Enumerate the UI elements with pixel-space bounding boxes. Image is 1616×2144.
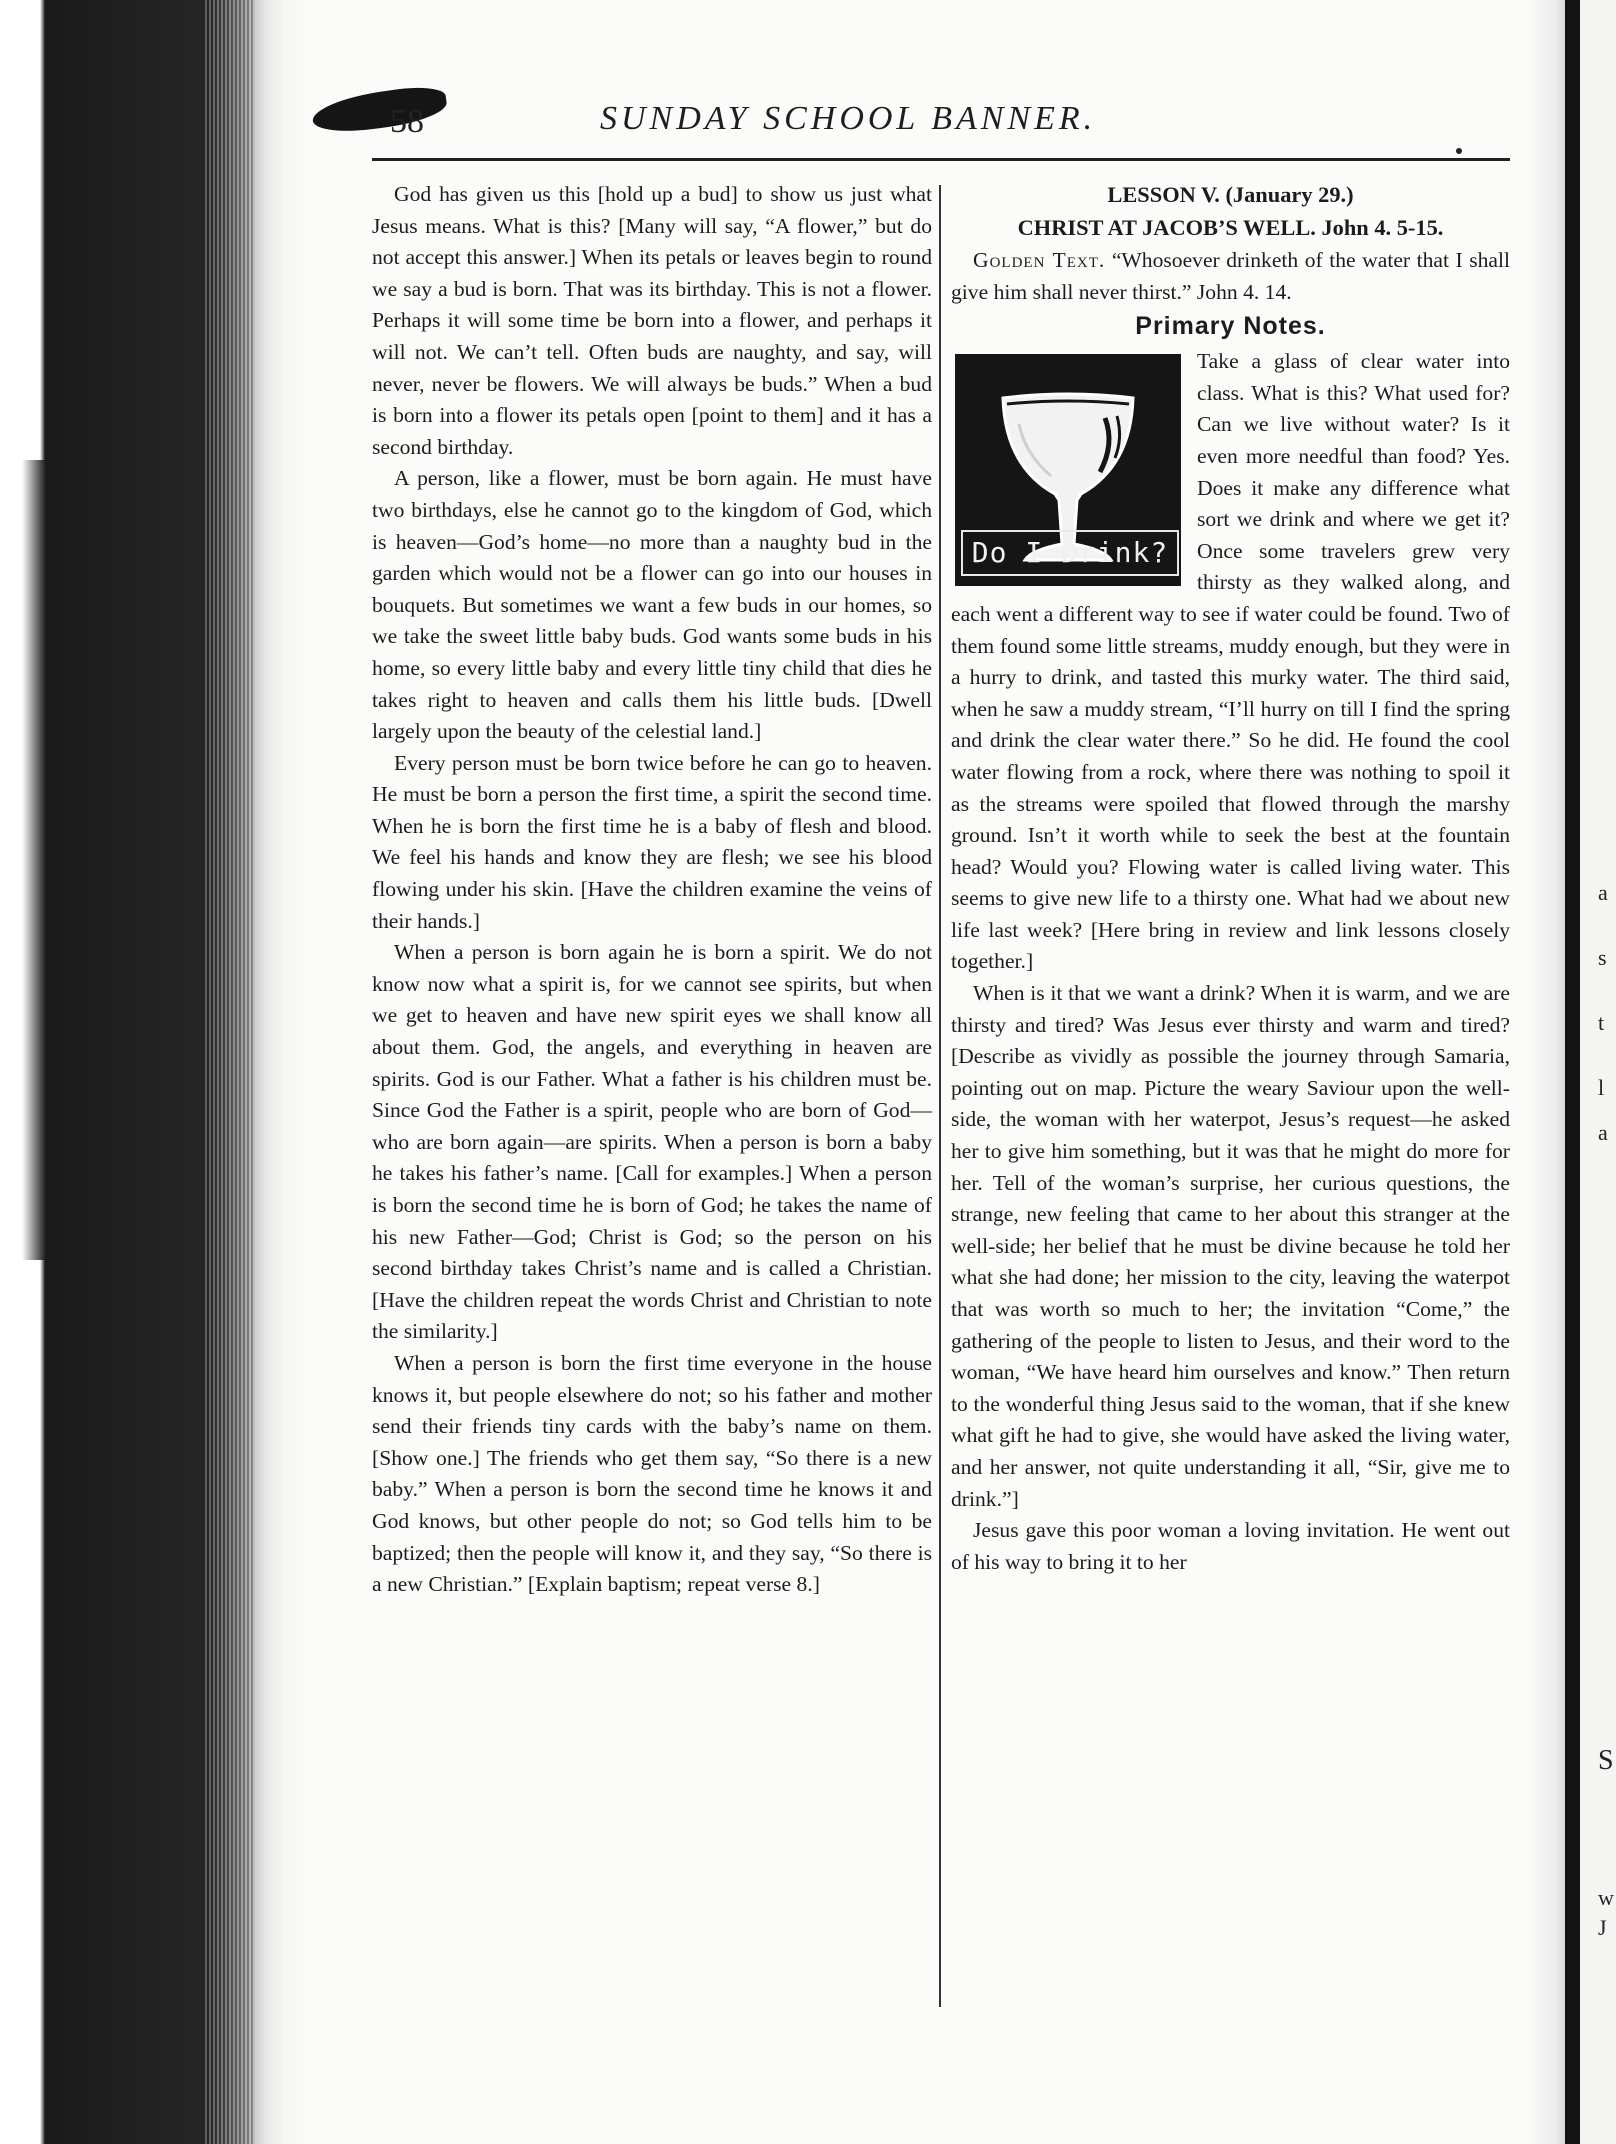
golden-text-verse: “Whosoever drinketh of the water that I shall give him shall never thirst.” John 4. 14. [951,248,1511,304]
golden-text [951,245,1510,308]
header-rule [372,158,1510,161]
facing-page-fragment: w [1598,1885,1614,1910]
facing-page-fragment: s [1598,945,1607,970]
facing-page-fragment: S [1598,1745,1614,1776]
golden-text-label: Golden Text. [973,248,1106,272]
figure-caption: Do I Drink? [961,530,1179,576]
right-column [951,179,1510,1578]
paragraph: Take a glass of clear water into class. What is this? What used for? Can we live without water? Is it even more needful than food? Yes. Does it make any difference what sort we drink and where we get it? Once some travelers grew very thirsty as they walked along, and each went a different way to see if water could be found. Two of them found some little streams, muddy enough, but they were in a hurry to drink, and tasted this murky water. The third said, when he saw a muddy stream, “I’ll hurry on till I find the spring and drink the clear water there.” So he did. He found the cool water flowing from a rock, where there was nothing to spoil it as the streams were spoiled that flowed through the marshy ground. Isn’t it worth while to seek the best at the fountain head? Would you? Flowing water is called living water. This seems to give new life to a thirsty one. What had we about new life last week? [Here bring in review and link lessons closely together.] [951,349,1510,974]
facing-page-fragment: t [1598,1010,1605,1035]
facing-page-fragment: J [1598,1915,1607,1940]
page-number: 58 [390,103,424,140]
paragraph: God has given us this [hold up a bud] to show us just what Jesus means. What is this? [Many will say, “A flower,” but do not accept this answer.] When its petals or leaves begin to round we say a bud is born. That was its birthday. This is not a flower. Perhaps it will some time be born into a flower, and perhaps it will not. We can’t tell. Often buds are naughty, and say, will never, never be flowers. We will always be buds.” When a bud is born into a flower its petals open [point to them] and it has a second birthday. [372,182,932,459]
lesson-title: CHRIST AT JACOB’S WELL. John 4. 5-15. [1017,215,1444,240]
header-dot [1456,148,1462,154]
paragraph: Every person must be born twice before he can go to heaven. He must be born a person the first time, a spirit the second time. When he is born the first time he is a baby of flesh and blood. We feel his hands and know they are flesh; we see his blood flowing under his skin. [Have the children examine the veins of their hands.] [372,750,932,933]
page-stack-edge [205,0,255,2144]
facing-page-edge [1580,0,1616,2144]
lesson-heading: LESSON V. (January 29.) [1107,182,1354,207]
paragraph: When a person is born the first time everyone in the house knows it, but people elsewhere do not; so his father and mother send their friends tiny cards with the baby’s name on them. [Show one.] The friends who get them say, “So there is a new baby.” When a person is born the second time he knows it and God knows, but other people do not; so God tells him to be baptized; then the people will know it, and they say, “So there is a new Christian.” [Explain baptism; repeat verse 8.] [372,1350,932,1597]
paragraph: A person, like a flower, must be born again. He must have two birthdays, else he cannot go to the kingdom of God, which is heaven—God’s home—no more than a naughty bud in the garden which would not be a flower can go into our houses in bouquets. But sometimes we want a few buds in our homes, so we take the sweet little baby buds. God wants some buds in his home, so every little baby and every little tiny child that dies he takes right to heaven and calls them his little buds. [Dwell largely upon the beauty of the celestial land.] [372,466,932,744]
binding-shadow [0,460,46,1260]
column-divider [939,185,941,2007]
paragraph: When a person is born again he is born a spirit. We do not know now what a spirit is, for we cannot see spirits, but when we get to heaven and have new spirit eyes we shall know all about them. God, the angels, and everything in heaven are spirits. God is our Father. What a father is his children must be. Since God the Father is a spirit, people who are born of God—who are born again—are spirits. When a person is born a baby he takes his father’s name. [Call for examples.] When a person is born the second time he is born of God; he takes the name of his new Father—God; Christ is God; so the person on his second birthday takes Christ’s name and is called a Christian. [Have the children repeat the words Christ and Christian to note the similarity.] [372,940,932,1344]
running-title: SUNDAY SCHOOL BANNER. [600,100,1097,137]
paragraph: When is it that we want a drink? When it is warm, and we are thirsty and tired? Was Jesus ever thirsty and warm and tired? [Describe as vividly as possible the journey through Samaria, pointing out on map. Picture the weary Saviour upon the well-side, the woman with her waterpot, Jesus’s request—he asked her to give him something, but it was that he might do more for her. Tell of the woman’s surprise, her curious questions, the strange, new feeling that came to her about this stranger at the well-side; her belief that he must be divine because he told her what she had done; her mission to the city, leaving the waterpot that was worth so much to her; the invitation “Come,” the gathering of the people to listen to Jesus, and their word to the woman, “We have heard him ourselves and know.” Then return to the wonderful thing Jesus said to the woman, that if she knew what gift he had to give, she would have asked the living water, and her answer, not quite understanding it all, “Sir, give me to drink.”] [951,981,1510,1511]
section-heading: Primary Notes. [1135,312,1326,341]
paragraph: Jesus gave this poor woman a loving invitation. He went out of his way to bring it to her [951,1518,1510,1574]
left-column [372,179,932,1601]
facing-page-fragment: a [1598,1120,1608,1145]
goblet-illustration [955,354,1181,586]
facing-page-fragment: a [1598,880,1608,905]
facing-page-fragment: l [1598,1075,1605,1100]
